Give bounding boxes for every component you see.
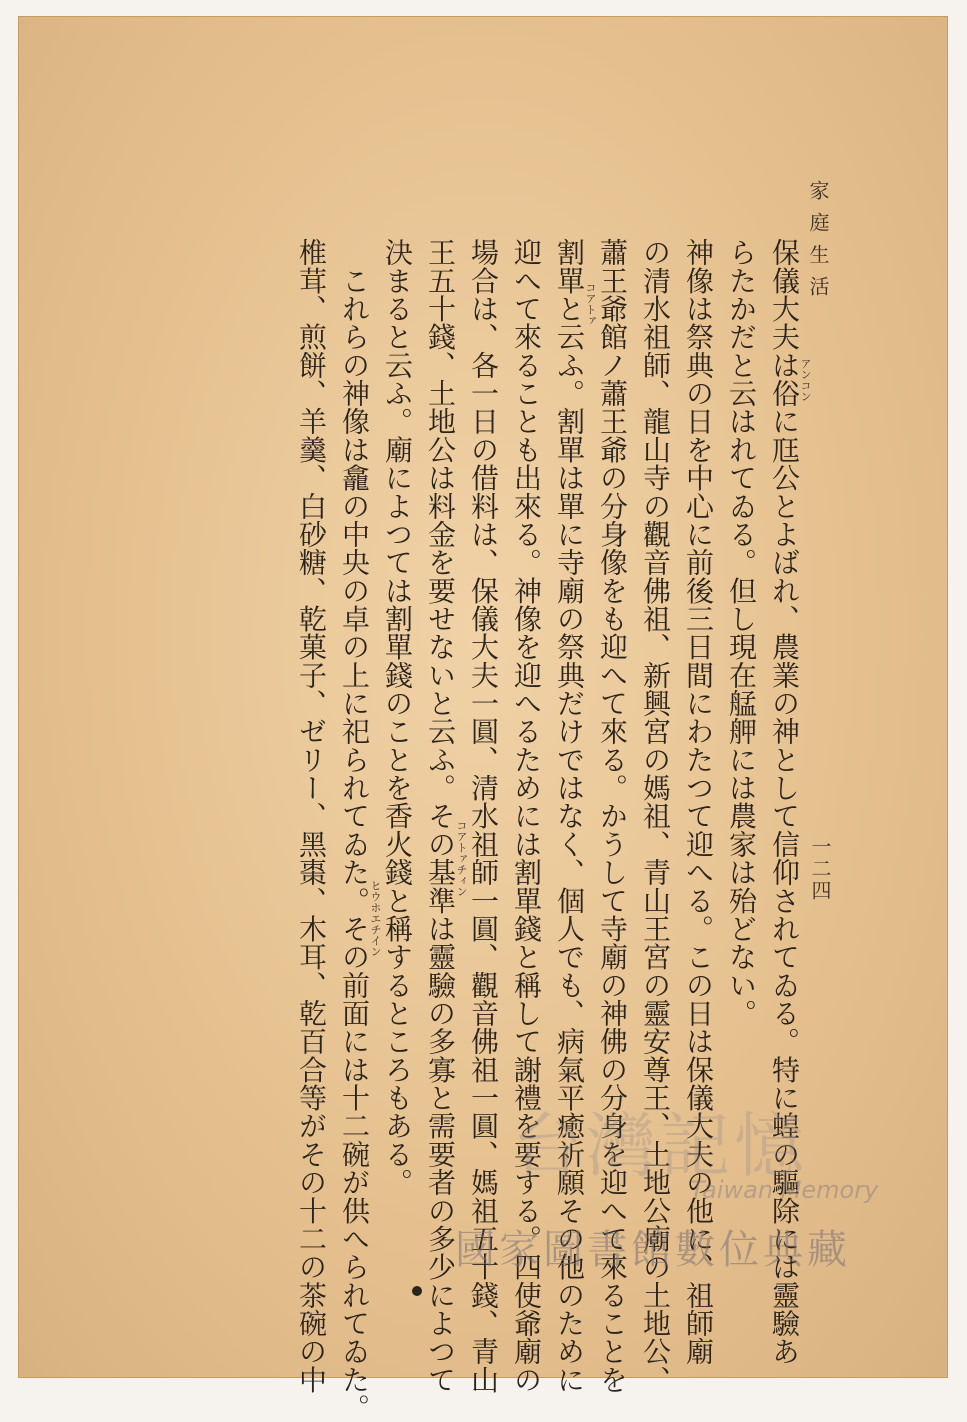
text-column-8: 場合は、各一日の借料は、保儀大夫一圓、清水祖師一圓、觀音佛祖一圓、媽祖五十錢、青山 <box>467 238 500 1394</box>
text-column-4: の清水祖師、龍山寺の觀音佛祖、新興宮の媽祖、青山王宮の靈安尊王、土地公廟の土地公、 <box>639 238 672 1394</box>
text-column-12: 椎茸、煎餅、羊羹、白砂糖、乾菓子、ゼリー、黑棗、木耳、乾百合等がその十二の茶碗の中 <box>295 238 328 1394</box>
text-column-9: 王五十錢、土地公は料金を要せないと云ふ。その基準は靈驗の多寡と需要者の多少によつて <box>424 238 457 1394</box>
ruby-annotation: コアトァ <box>584 282 597 326</box>
text-column-7: 迎へて來ることも出來る。神像を迎へるためには割單錢と稱して謝禮を要する。四使爺廟の <box>510 238 543 1394</box>
ink-speck <box>412 1286 422 1296</box>
text-column-5: 蕭王爺館ノ蕭王爺の分身像をも迎へて來る。かうして寺廟の神佛の分身を迎へて來ることを <box>596 238 629 1394</box>
text-column-6: 割單と云ふ。割單は單に寺廟の祭典だけではなく、個人でも、病氣平癒祈願その他のために <box>553 238 586 1394</box>
ruby-annotation: コアトァチィン <box>455 820 468 897</box>
watermark-logo-chinese: 台灣記憶 <box>512 1105 808 1187</box>
page-number: 一二四 <box>808 836 832 902</box>
watermark-logo-english: Taiwan Memory <box>690 1176 879 1204</box>
text-column-11: これらの神像は龕の中央の卓の上に祀られてゐた。その前面には十二碗が供へられてゐた。 <box>338 238 371 1422</box>
text-column-1: 保儀大夫は俗に尫公とよばれ、農業の神として信仰されてゐる。特に蝗の驅除には靈驗あ <box>768 238 801 1366</box>
text-column-10: 決まると云ふ。廟によつては割單錢のことを香火錢と稱するところもある。 <box>381 238 414 1197</box>
text-column-2: らたかだと云はれてゐる。但し現在艋舺には農家は殆どない。 <box>725 238 758 1028</box>
ruby-annotation: アンコン <box>799 358 812 402</box>
ruby-annotation: ヒウホエチイン <box>369 880 382 957</box>
text-column-3: 神像は祭典の日を中心に前後三日間にわたつて迎へる。この日は保儀大夫の他に、祖師廟 <box>682 238 715 1366</box>
watermark-organization: 國家圖書館數位典藏 <box>455 1227 851 1273</box>
running-head: 家庭生活 <box>806 180 830 308</box>
